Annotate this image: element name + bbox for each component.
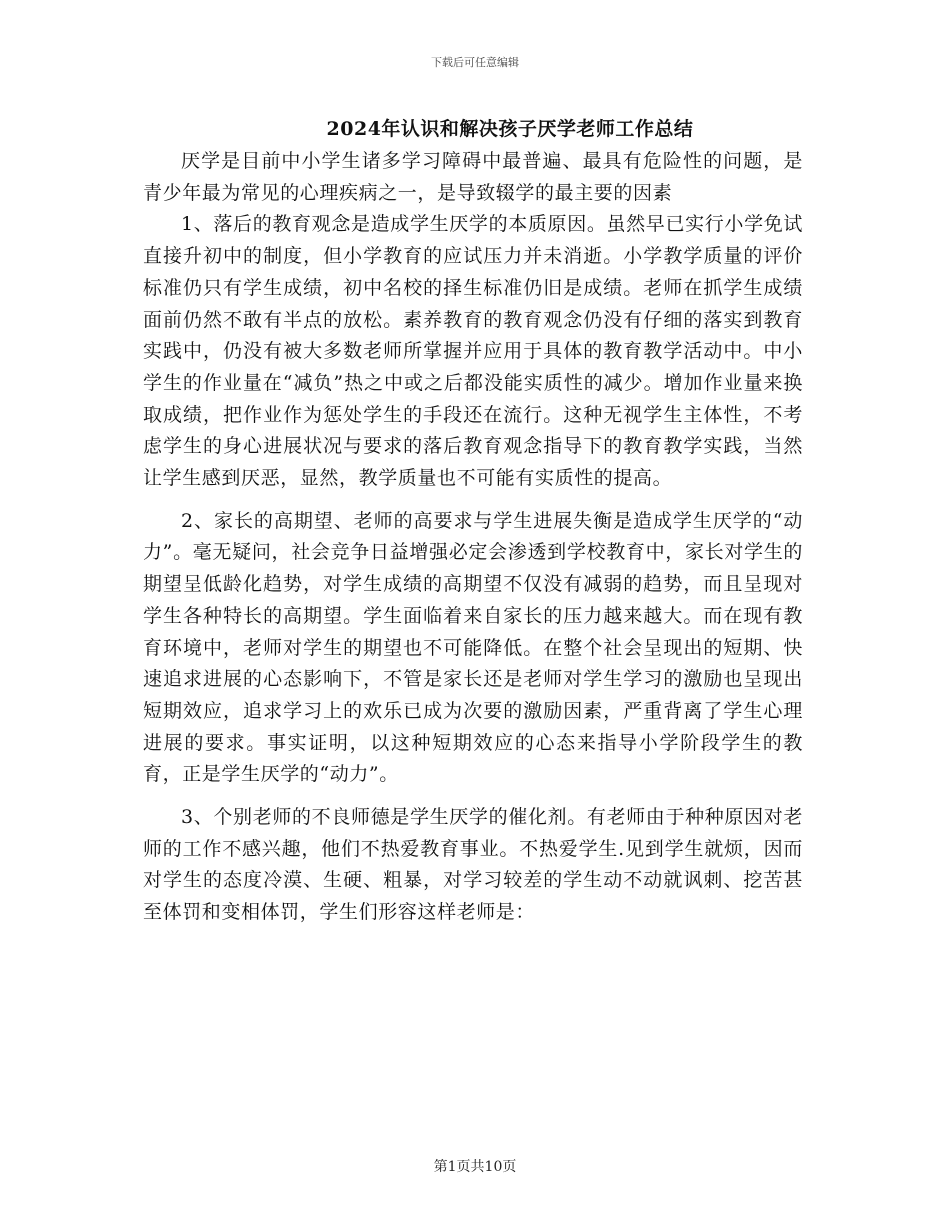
- paragraph-point-1: 1、落后的教育观念是造成学生厌学的本质原因。虽然早已实行小学免试直接升初中的制度，但小学教育的应试压力并未消逝。小学教学质量的评价标准仍只有学生成绩，初中名校的择生标准仍旧是成绩。老师在抓学生成绩面前仍然不敢有半点的放松。素养教育的教育观念仍没有仔细的落实到教育实践中，仍没有被大多数老师所掌握并应用于具体的教育教学活动中。中小学生的作业量在“减负”热之中或之后都没能实质性的减少。增加作业量来换取成绩，把作业作为惩处学生的手段还在流行。这种无视学生主体性，不考虑学生的身心进展状况与要求的落后教育观念指导下的教育教学实践，当然让学生感到厌恶，显然，教学质量也不可能有实质性的提高。: [143, 213, 803, 490]
- paragraph-intro: 厌学是目前中小学生诸多学习障碍中最普遍、最具有危险性的问题，是青少年最为常见的心理疾病之一，是导致辍学的最主要的因素: [143, 150, 803, 204]
- paragraph-point-3: 3、个别老师的不良师德是学生厌学的催化剂。有老师由于种种原因对老师的工作不感兴趣，他们不热爱教育事业。不热爱学生.见到学生就烦，因而对学生的态度冷漠、生硬、粗暴，对学习较差的学生动不动就讽刺、挖苦甚至体罚和变相体罚，学生们形容这样老师是：: [143, 806, 803, 924]
- paragraph-point-2: 2、家长的高期望、老师的高要求与学生进展失衡是造成学生厌学的“动力”。毫无疑问，社会竞争日益增强必定会渗透到学校教育中，家长对学生的期望呈低龄化趋势，对学生成绩的高期望不仅没有减弱的趋势，而且呈现对学生各种特长的高期望。学生面临着来自家长的压力越来越大。而在现有教育环境中，老师对学生的期望也不可能降低。在整个社会呈现出的短期、快速追求进展的心态影响下，不管是家长还是老师对学生学习的激励也呈现出短期效应，追求学习上的欢乐已成为次要的激励因素，严重背离了学生心理进展的要求。事实证明，以这种短期效应的心态来指导小学阶段学生的教育，正是学生厌学的“动力”。: [143, 509, 803, 786]
- document-title: 2024年认识和解决孩子厌学老师工作总结: [326, 118, 694, 140]
- document-body: [143, 146, 803, 929]
- page-number: 第1页共10页: [433, 1159, 517, 1175]
- header-note: 下载后可任意编辑: [431, 56, 519, 69]
